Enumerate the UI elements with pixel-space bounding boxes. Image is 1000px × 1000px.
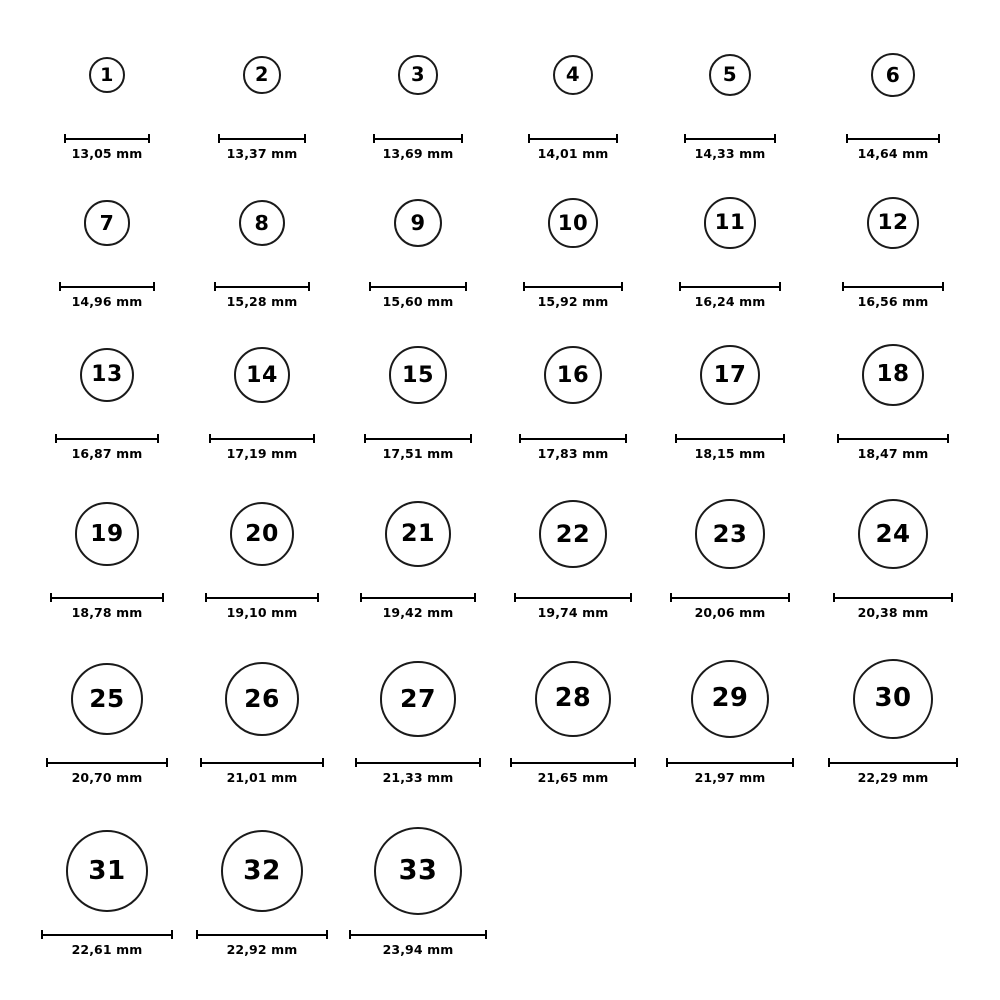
ring-diameter-label: 16,87 mm [71,445,143,461]
ring-size-cell [523,198,623,309]
ring-diameter-measure [528,134,619,161]
ring-diameter-label: 20,38 mm [857,604,929,620]
ring-diameter-label: 15,28 mm [226,293,298,309]
ring-diameter-label: 16,56 mm [857,293,929,309]
ring-circle [535,661,612,738]
ring-size-number: 12 [877,210,909,236]
measurement-bar-icon [519,434,628,443]
ring-size-number: 1 [100,63,114,86]
ring-diameter-measure [41,930,172,957]
ring-size-number: 28 [554,683,592,714]
ring-size-cell [828,659,958,785]
ring-size-cell [842,197,945,309]
ring-size-number: 9 [410,210,426,235]
ring-diameter-label: 19,74 mm [537,604,609,620]
ring-size-cell [837,344,949,461]
measurement-bar-icon [833,593,954,602]
ring-circle [374,827,462,915]
ring-circle [700,345,760,405]
measurement-bar-icon [196,930,329,939]
ring-size-cell [50,502,163,620]
ring-diameter-measure [55,434,159,461]
ring-circle [225,662,299,736]
ring-size-cell [200,662,324,785]
ring-diameter-measure [837,434,949,461]
ring-diameter-measure [523,282,623,309]
ring-circle [691,660,769,738]
ring-circle [234,347,290,403]
ring-diameter-label: 21,33 mm [382,769,454,785]
measurement-bar-icon [523,282,623,291]
ring-circle [695,499,764,568]
ring-circle [398,55,437,94]
ring-diameter-measure [50,593,163,620]
ring-size-number: 25 [89,683,125,713]
measurement-bar-icon [670,593,789,602]
ring-diameter-measure [360,593,476,620]
ring-circle [75,502,138,565]
ring-diameter-label: 13,05 mm [71,146,143,161]
ring-circle [80,348,134,402]
measurement-bar-icon [846,134,940,143]
measurement-bar-icon [837,434,949,443]
ring-diameter-label: 18,47 mm [857,445,929,461]
measurement-bar-icon [828,758,958,767]
ring-size-number: 5 [722,62,738,87]
ring-size-number: 13 [91,362,123,388]
ring-size-cell [55,348,159,461]
measurement-bar-icon [200,758,324,767]
ring-size-number: 20 [245,519,279,548]
ring-diameter-measure [833,593,954,620]
ring-circle [394,199,442,247]
ring-circle [548,198,598,248]
ring-diameter-label: 14,33 mm [694,145,766,161]
ring-circle [221,830,304,913]
ring-circle [389,346,446,403]
ring-diameter-label: 14,96 mm [71,293,143,309]
ring-diameter-label: 17,83 mm [537,445,609,461]
ring-diameter-measure [59,282,154,309]
ring-diameter-label: 21,97 mm [694,769,766,785]
ring-diameter-label: 21,01 mm [226,769,298,785]
ring-diameter-label: 17,19 mm [226,445,298,461]
ring-circle [553,55,594,96]
ring-diameter-measure [349,930,487,957]
ring-size-cell [528,55,619,161]
ring-diameter-label: 19,10 mm [226,604,298,620]
ring-diameter-label: 13,69 mm [382,145,454,161]
ring-size-number: 18 [876,361,910,388]
measurement-bar-icon [55,434,159,443]
ring-circle [862,344,924,406]
ring-size-cell [519,346,628,461]
ring-size-cell [684,54,776,161]
ring-diameter-measure [666,758,794,785]
ring-size-cell [369,199,467,309]
ring-size-number: 15 [401,361,435,388]
ring-size-number: 31 [88,855,126,886]
measurement-bar-icon [842,282,945,291]
ring-diameter-label: 20,70 mm [71,769,143,785]
ring-size-cell [833,499,954,620]
measurement-bar-icon [59,282,154,291]
ring-size-cell [373,55,462,161]
ring-diameter-measure [205,593,320,620]
ring-diameter-measure [514,593,632,620]
measurement-bar-icon [205,593,320,602]
ring-size-cell [355,661,480,785]
ring-size-number: 4 [565,63,581,87]
measurement-bar-icon [514,593,632,602]
ring-diameter-measure [64,134,150,161]
ring-size-cell [64,57,150,161]
measurement-bar-icon [684,134,776,143]
ring-diameter-label: 19,42 mm [382,604,454,620]
ring-diameter-measure [46,758,168,785]
ring-size-number: 27 [399,684,437,714]
ring-size-number: 33 [398,855,438,887]
ring-size-number: 11 [714,210,746,236]
ring-circle [853,659,933,739]
ring-circle [709,54,751,96]
ring-size-number: 3 [410,63,425,87]
ring-diameter-label: 22,92 mm [226,941,298,957]
measurement-bar-icon [214,282,311,291]
ring-size-cell [364,346,471,461]
ring-size-cell [670,499,789,620]
ring-diameter-label: 18,78 mm [71,604,143,620]
ring-diameter-label: 21,65 mm [537,769,609,785]
ring-circle [539,500,607,568]
ring-size-number: 19 [90,520,124,548]
ring-size-number: 29 [711,683,749,714]
ring-size-number: 14 [246,361,278,388]
ring-diameter-measure [828,758,958,785]
ring-diameter-label: 15,60 mm [382,293,454,309]
measurement-bar-icon [46,758,168,767]
ring-diameter-label: 14,64 mm [857,145,929,161]
ring-diameter-label: 17,51 mm [382,445,454,461]
ring-size-cell [510,661,637,785]
ring-diameter-measure [209,434,315,461]
ring-size-cell [679,197,780,309]
measurement-bar-icon [675,434,785,443]
ring-diameter-measure [364,434,471,461]
ring-size-number: 24 [875,518,911,548]
ring-size-number: 26 [244,683,280,713]
ring-circle [71,663,143,735]
ring-circle [380,661,455,736]
ring-size-cell [846,53,940,161]
ring-diameter-label: 22,61 mm [71,941,143,957]
measurement-bar-icon [50,593,163,602]
ring-size-number: 21 [400,519,436,548]
ring-size-number: 7 [99,210,115,235]
ring-size-cell [349,827,487,957]
ring-size-cell [209,347,315,461]
ring-size-number: 22 [555,519,591,548]
measurement-bar-icon [41,930,172,939]
ring-diameter-measure [846,134,940,161]
measurement-bar-icon [64,134,150,143]
measurement-bar-icon [373,134,462,143]
ring-circle [871,53,915,97]
measurement-bar-icon [355,758,480,767]
ring-diameter-measure [679,282,780,309]
ring-diameter-measure [214,282,311,309]
ring-diameter-label: 18,15 mm [694,445,766,461]
ring-circle [84,200,129,245]
ring-diameter-measure [842,282,945,309]
ring-circle [544,346,603,405]
ring-diameter-measure [373,134,462,161]
ring-diameter-measure [355,758,480,785]
ring-circle [66,830,147,911]
ring-diameter-measure [684,134,776,161]
ring-size-cell [218,56,306,161]
ring-diameter-measure [200,758,324,785]
ring-size-number: 8 [254,210,270,235]
ring-diameter-measure [519,434,628,461]
measurement-bar-icon [209,434,315,443]
ring-diameter-measure [196,930,329,957]
ring-circle [867,197,920,250]
ring-size-cell [196,830,329,957]
ring-circle [89,57,125,93]
ring-circle [239,200,286,247]
measurement-bar-icon [364,434,471,443]
measurement-bar-icon [510,758,637,767]
ring-diameter-label: 22,29 mm [857,769,929,785]
ring-size-number: 32 [243,854,281,886]
ring-size-number: 6 [885,62,901,87]
ring-size-cell [59,200,154,309]
ring-size-cell [46,663,168,785]
ring-size-cell [214,200,311,309]
ring-size-number: 10 [557,210,589,236]
ring-size-number: 2 [255,63,269,87]
ring-diameter-label: 23,94 mm [382,941,454,957]
measurement-bar-icon [349,930,487,939]
ring-diameter-label: 16,24 mm [694,293,766,309]
ring-diameter-measure [369,282,467,309]
ring-circle [858,499,929,570]
ring-diameter-label: 13,37 mm [226,145,298,161]
ring-size-number: 23 [712,518,748,548]
ring-size-number: 17 [713,361,747,388]
ring-diameter-measure [218,134,306,161]
measurement-bar-icon [360,593,476,602]
ring-size-cell [360,501,476,620]
ring-size-cell [666,660,794,785]
ring-circle [230,502,295,567]
ring-size-cell [41,830,172,957]
ring-diameter-label: 20,06 mm [694,604,766,620]
ring-circle [385,501,451,567]
ring-diameter-measure [675,434,785,461]
measurement-bar-icon [666,758,794,767]
ring-diameter-label: 14,01 mm [537,145,609,161]
ring-size-cell [514,500,632,620]
ring-diameter-label: 15,92 mm [537,293,609,309]
measurement-bar-icon [679,282,780,291]
measurement-bar-icon [369,282,467,291]
ring-circle [704,197,755,248]
ring-size-number: 16 [556,361,590,388]
ring-diameter-measure [670,593,789,620]
ring-diameter-measure [510,758,637,785]
ring-circle [243,56,281,94]
measurement-bar-icon [218,134,306,143]
ring-size-cell [675,345,785,461]
measurement-bar-icon [528,134,619,143]
ring-size-number: 30 [874,683,912,714]
ring-size-cell [205,502,320,620]
